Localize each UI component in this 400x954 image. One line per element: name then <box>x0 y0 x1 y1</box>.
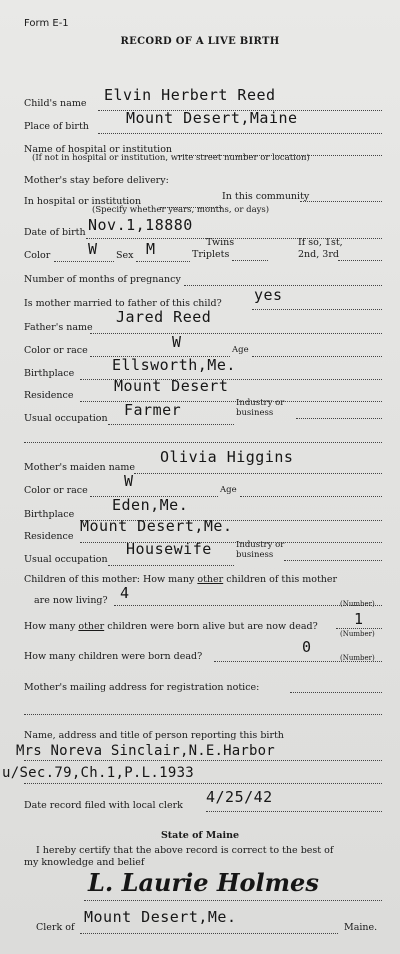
filed-label: Date record filed with local clerk <box>24 800 183 811</box>
mother-birthplace-label: Birthplace <box>24 509 75 520</box>
mother-industry-line <box>284 560 382 561</box>
mother-industry-label-2: business <box>236 550 274 560</box>
father-industry-label-1: Industry or <box>236 398 285 408</box>
mother-residence-label: Residence <box>24 531 74 542</box>
hospital-note: (If not in hospital or institution, write street number or location) <box>32 153 310 163</box>
sex-line <box>136 261 190 262</box>
children-question-1b: are now living? <box>34 595 108 606</box>
sex-label: Sex <box>116 250 134 261</box>
father-residence-value: Mount Desert <box>114 377 229 395</box>
mother-age-line <box>240 496 382 497</box>
specify-note: (Specify whether years, months, or days) <box>92 205 270 215</box>
mother-race-label: Color or race <box>24 485 88 496</box>
father-birthplace-value: Ellsworth,Me. <box>112 356 236 374</box>
mother-maiden-line <box>134 473 382 474</box>
dob-label: Date of birth <box>24 227 86 238</box>
filed-line <box>206 811 382 812</box>
twins-label: Twins <box>206 237 235 248</box>
father-age-label: Age <box>232 345 249 355</box>
triplets-label: Triplets <box>192 249 230 260</box>
children-q2-post: children were born alive but are now dead? <box>107 621 318 632</box>
in-community-line <box>300 201 382 202</box>
children-q1a-pre: Children of this mother: How many <box>24 574 195 585</box>
father-residence-label: Residence <box>24 390 74 401</box>
father-industry-line <box>296 418 382 419</box>
mailing-line-2 <box>24 714 382 715</box>
father-name-value: Jared Reed <box>116 308 212 326</box>
birthplace-value: Mount Desert,Maine <box>126 109 298 127</box>
order-line <box>338 260 382 261</box>
mother-age-label: Age <box>220 485 237 495</box>
father-industry-label-2: business <box>236 408 274 418</box>
reporter-line-2: u/Sec.79,Ch.1,P.L.1933 <box>2 765 195 781</box>
form-id: Form E-1 <box>24 18 69 29</box>
clerk-signature: L. Laurie Holmes <box>88 868 319 897</box>
months-line <box>184 285 382 286</box>
mailing-line-1 <box>290 692 382 693</box>
hospital-label: Name of hospital or institution <box>24 144 173 155</box>
order-label-1: If so, 1st, <box>298 237 343 248</box>
clerk-town-line <box>80 933 338 934</box>
father-occupation-value: Farmer <box>124 401 182 419</box>
mother-stay-label: Mother's stay before delivery: <box>24 175 169 186</box>
children-question-2 <box>24 621 318 632</box>
color-value: W <box>88 240 98 258</box>
form-title: RECORD OF A LIVE BIRTH <box>120 36 280 47</box>
children-question-1a <box>24 574 337 585</box>
clerk-town-value: Mount Desert,Me. <box>84 908 237 926</box>
father-birthplace-label: Birthplace <box>24 368 75 379</box>
father-occupation-label: Usual occupation <box>24 413 108 424</box>
reporter-label: Name, address and title of person reporting this birth <box>24 730 284 741</box>
state-suffix: Maine. <box>344 922 378 933</box>
dead-value: 1 <box>354 610 364 628</box>
father-race-value: W <box>172 333 182 351</box>
children-q2-pre: How many <box>24 621 76 632</box>
signature-line <box>84 900 382 901</box>
married-line <box>252 309 382 310</box>
mother-residence-value: Mount Desert,Me. <box>80 517 233 535</box>
children-q1a-post: children of this mother <box>226 574 338 585</box>
mother-race-value: W <box>124 472 134 490</box>
birthplace-line <box>98 133 382 134</box>
clerk-of-label: Clerk of <box>36 922 75 933</box>
married-label: Is mother married to father of this child? <box>24 298 222 309</box>
children-q2-em: other <box>78 621 105 632</box>
mother-maiden-value: Olivia Higgins <box>160 448 294 466</box>
mailing-label: Mother's mailing address for registration notice: <box>24 682 260 693</box>
father-race-label: Color or race <box>24 345 88 356</box>
twins-line <box>232 260 268 261</box>
father-name-label: Father's name <box>24 322 93 333</box>
living-value: 4 <box>120 584 130 602</box>
color-label: Color <box>24 250 51 261</box>
sex-value: M <box>146 240 156 258</box>
reporter-dotline-2 <box>24 783 382 784</box>
stillborn-value: 0 <box>302 638 312 656</box>
father-extra-line <box>24 442 382 443</box>
in-community-label: In this community <box>222 191 310 202</box>
mother-occupation-value: Housewife <box>126 540 212 558</box>
birthplace-label: Place of birth <box>24 121 89 132</box>
reporter-line-1: Mrs Noreva Sinclair,N.E.Harbor <box>16 743 275 759</box>
filed-value: 4/25/42 <box>206 788 273 806</box>
state-heading: State of Maine <box>160 830 240 841</box>
dead-line <box>336 628 382 629</box>
color-line <box>54 261 114 262</box>
children-question-3: How many children were born dead? <box>24 651 203 662</box>
in-hospital-label: In hospital or institution <box>24 196 142 207</box>
mother-occupation-line <box>108 565 234 566</box>
mother-birthplace-value: Eden,Me. <box>112 496 189 514</box>
stillborn-number-label: (Number) <box>340 654 375 662</box>
father-occupation-line <box>108 424 234 425</box>
dead-number-label: (Number) <box>340 630 375 638</box>
children-q1a-em: other <box>197 574 224 585</box>
mother-occupation-label: Usual occupation <box>24 554 108 565</box>
dob-value: Nov.1,18880 <box>88 216 193 234</box>
father-name-line <box>90 333 382 334</box>
mother-maiden-label: Mother's maiden name <box>24 462 136 473</box>
living-number-label: (Number) <box>340 600 375 608</box>
child-name-label: Child's name <box>24 98 87 109</box>
married-value: yes <box>254 286 283 304</box>
child-name-value: Elvin Herbert Reed <box>104 86 276 104</box>
order-label-2: 2nd, 3rd <box>298 249 339 260</box>
mother-industry-label-1: Industry or <box>236 540 285 550</box>
certify-line-1: I hereby certify that the above record is correct to the best of <box>36 845 334 856</box>
months-label: Number of months of pregnancy <box>24 274 181 285</box>
father-age-line <box>252 356 382 357</box>
certify-line-2: my knowledge and belief <box>24 857 145 868</box>
reporter-dotline-1 <box>24 760 382 761</box>
